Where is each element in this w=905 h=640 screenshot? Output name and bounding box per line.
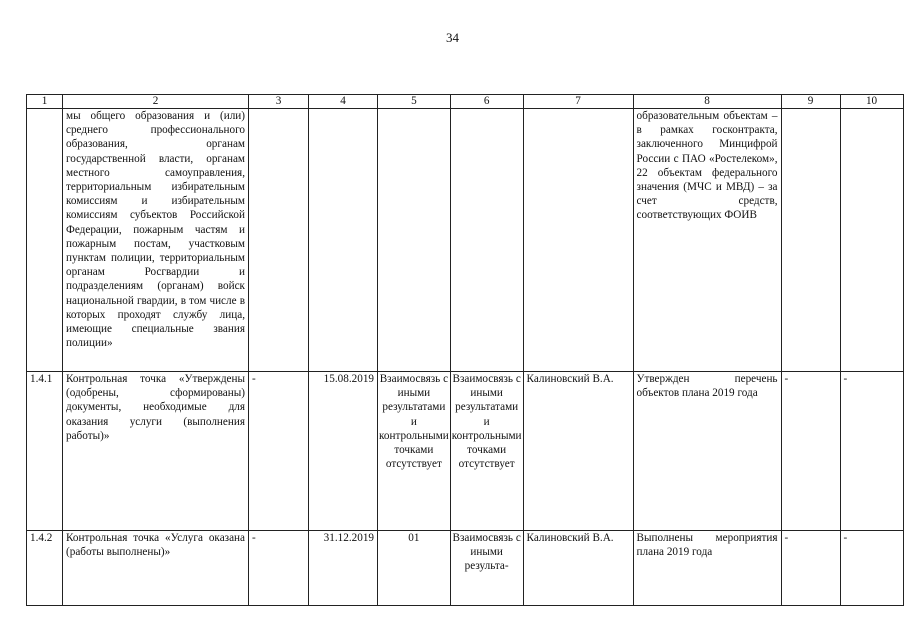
cell-date [309,109,378,372]
cell-responsible: Калиновский В.А. [523,372,633,531]
cell-col3 [249,109,309,372]
cell-col5 [378,109,451,372]
column-header: 2 [63,95,249,109]
cell-description: Контрольная точка «Услуга оказана (работы выполнены)» [63,531,249,606]
cell-col6: Взаимосвязь с иными результатами и контрольными точками отсутствует [450,372,523,531]
table-row [27,372,904,531]
column-header: 5 [378,95,451,109]
column-header: 4 [309,95,378,109]
plan-table [26,94,904,606]
cell-col5: 01 [378,531,451,606]
cell-responsible: Калиновский В.А. [523,531,633,606]
table-row [27,109,904,372]
column-header: 1 [27,95,63,109]
cell-description: Контрольная точка «Утверждены (одобрены, сформированы) документы, необходимые для оказания услуги (выполнения работы)» [63,372,249,531]
cell-result: Выполнены мероприятия плана 2019 года [633,531,781,606]
cell-col10: - [840,372,903,531]
table-row [27,531,904,606]
column-header: 10 [840,95,903,109]
column-header: 7 [523,95,633,109]
cell-date: 15.08.2019 [309,372,378,531]
cell-col10 [840,109,903,372]
cell-description: мы общего образования и (или) среднего профессионального образования, органам государственной власти, органам местного самоуправления, территориальным избирательным комиссиям и избирательным комиссиям субъектов Российской Федерации, пожарным частям и пожарным постам, участковым пунктам полиции, территориальным органам Росгвардии и подразделениям (органам) войск национальной гвардии, в том числе в которых проходят службу лица, имеющие специальные звания полиции» [63,109,249,372]
column-header: 9 [781,95,840,109]
cell-number: 1.4.2 [27,531,63,606]
cell-responsible [523,109,633,372]
header-row [27,95,904,109]
cell-result: образовательным объектам – в рамках госконтракта, заключенного Минцифрой России с ПАО «Ростелеком», 22 объектам федерального значения (МЧС и МВД) – за счет средств, соответствующих ФОИВ [633,109,781,372]
cell-col9 [781,109,840,372]
cell-col10: - [840,531,903,606]
cell-col3: - [249,531,309,606]
column-header: 3 [249,95,309,109]
column-header: 6 [450,95,523,109]
cell-number: 1.4.1 [27,372,63,531]
page-number: 34 [446,30,459,45]
cell-col3: - [249,372,309,531]
column-header: 8 [633,95,781,109]
cell-number [27,109,63,372]
cell-date: 31.12.2019 [309,531,378,606]
cell-col9: - [781,372,840,531]
cell-col6 [450,109,523,372]
cell-col9: - [781,531,840,606]
cell-result: Утвержден перечень объектов плана 2019 года [633,372,781,531]
cell-col6: Взаимосвязь с иными результа- [450,531,523,606]
cell-col5: Взаимосвязь с иными результатами и контрольными точками отсутствует [378,372,451,531]
